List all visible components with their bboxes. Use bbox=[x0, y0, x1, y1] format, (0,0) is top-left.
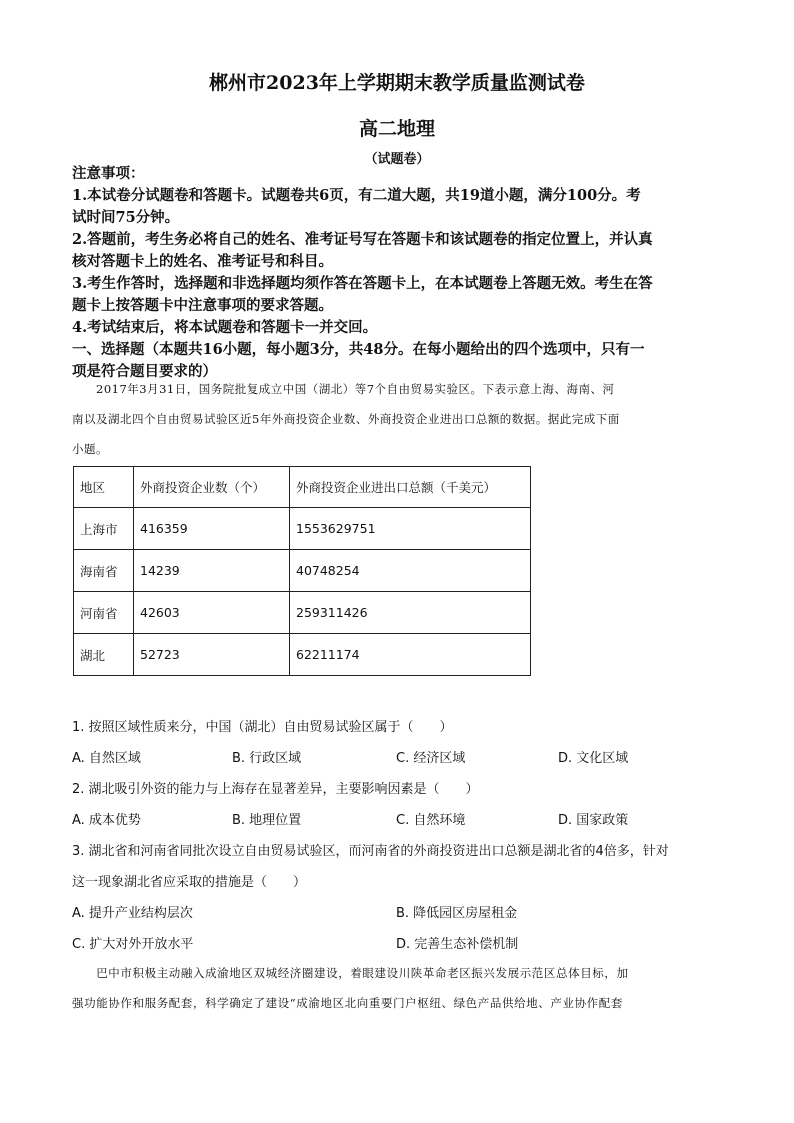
table-row bbox=[74, 508, 531, 550]
table-header-cell: 外商投资企业数（个） bbox=[134, 467, 290, 508]
fdi-data-table bbox=[73, 466, 531, 676]
question-1-stem: 1. 按照区域性质来分，中国（湖北）自由贸易试验区属于（ ） bbox=[72, 720, 453, 735]
table-header-cell: 地区 bbox=[74, 467, 134, 508]
question-3-options-row2 bbox=[72, 929, 732, 960]
table-cell: 416359 bbox=[134, 508, 290, 550]
option-c: C. 自然环境 bbox=[396, 813, 466, 828]
section-heading: 一、选择题（本题共16小题，每小题3分，共48分。在每小题给出的四个选项中，只有一 bbox=[72, 341, 645, 358]
question-list bbox=[72, 712, 732, 960]
question-3-stem-cont: 这一现象湖北省应采取的措施是（ ） bbox=[72, 875, 307, 890]
intro-line: 2017年3月31日，国务院批复成立中国（湖北）等7个自由贸易实验区。下表示意上海、海南、河 bbox=[72, 382, 615, 396]
section-heading: 项是符合题目要求的） bbox=[72, 363, 217, 380]
question-2-options bbox=[72, 805, 732, 836]
table-cell: 上海市 bbox=[74, 508, 134, 550]
notice-line: 核对答题卡上的姓名、准考证号和科目。 bbox=[72, 253, 333, 270]
option-c: C. 经济区域 bbox=[396, 751, 466, 766]
option-a: A. 提升产业结构层次 bbox=[72, 906, 193, 921]
notice-heading: 注意事项： bbox=[72, 165, 145, 182]
table-row bbox=[74, 634, 531, 676]
option-b: B. 行政区域 bbox=[232, 751, 302, 766]
notice-line: 4.考试结束后，将本试题卷和答题卡一并交回。 bbox=[72, 319, 378, 336]
question-2-stem: 2. 湖北吸引外资的能力与上海存在显著差异，主要影响因素是（ ） bbox=[72, 782, 479, 797]
intro-line: 小题。 bbox=[72, 442, 108, 456]
option-b: B. 地理位置 bbox=[232, 813, 302, 828]
exam-subject: 高二地理 bbox=[358, 118, 435, 140]
table-cell: 52723 bbox=[134, 634, 290, 676]
option-d: D. 完善生态补偿机制 bbox=[396, 937, 519, 952]
notice-line: 试时间75分钟。 bbox=[72, 209, 180, 226]
option-d: D. 国家政策 bbox=[558, 813, 629, 828]
notice-line: 3.考生作答时，选择题和非选择题均须作答在答题卡上，在本试题卷上答题无效。考生在答 bbox=[72, 275, 653, 292]
intro-paragraph bbox=[72, 374, 722, 464]
option-c: C. 扩大对外开放水平 bbox=[72, 937, 194, 952]
intro-line: 南以及湖北四个自由贸易试验区近5年外商投资企业数、外商投资企业进出口总额的数据。据此完成下面 bbox=[72, 412, 620, 426]
table-cell: 62211174 bbox=[290, 634, 531, 676]
table-cell: 1553629751 bbox=[290, 508, 531, 550]
question-1-options bbox=[72, 743, 732, 774]
question-3-stem: 3. 湖北省和河南省同批次设立自由贸易试验区，而河南省的外商投资进出口总额是湖北省的4倍多，针对 bbox=[72, 844, 669, 859]
table-cell: 14239 bbox=[134, 550, 290, 592]
table-cell: 259311426 bbox=[290, 592, 531, 634]
table-row bbox=[74, 592, 531, 634]
question-3-options-row1 bbox=[72, 898, 732, 929]
passage-line: 强功能协作和服务配套，科学确定了建设“成渝地区北向重要门户枢纽、绿色产品供给地、产业协作配套 bbox=[72, 996, 623, 1010]
notice-line: 题卡上按答题卡中注意事项的要求答题。 bbox=[72, 297, 333, 314]
passage-line: 巴中市积极主动融入成渝地区双城经济圈建设，着眼建设川陕革命老区振兴发展示范区总体目标，加 bbox=[72, 966, 629, 980]
table-cell: 湖北 bbox=[74, 634, 134, 676]
notice-line: 2.答题前，考生务必将自己的姓名、准考证号写在答题卡和该试题卷的指定位置上，并认真 bbox=[72, 231, 653, 248]
option-b: B. 降低园区房屋租金 bbox=[396, 906, 518, 921]
option-a: A. 成本优势 bbox=[72, 813, 141, 828]
option-a: A. 自然区域 bbox=[72, 751, 141, 766]
passage-paragraph bbox=[72, 958, 732, 1018]
option-d: D. 文化区域 bbox=[558, 751, 629, 766]
table-cell: 40748254 bbox=[290, 550, 531, 592]
notice-line: 1.本试卷分试题卷和答题卡。试题卷共6页，有二道大题，共19道小题，满分100分。考 bbox=[72, 187, 641, 204]
exam-title: 郴州市2023年上学期期末教学质量监测试卷 bbox=[209, 72, 585, 94]
table-row bbox=[74, 550, 531, 592]
paper-kind: （试题卷） bbox=[364, 152, 430, 167]
table-header-cell: 外商投资企业进出口总额（千美元） bbox=[290, 467, 531, 508]
notice-section bbox=[72, 163, 722, 383]
table-cell: 42603 bbox=[134, 592, 290, 634]
table-header-row bbox=[74, 467, 531, 508]
table-cell: 河南省 bbox=[74, 592, 134, 634]
table-cell: 海南省 bbox=[74, 550, 134, 592]
